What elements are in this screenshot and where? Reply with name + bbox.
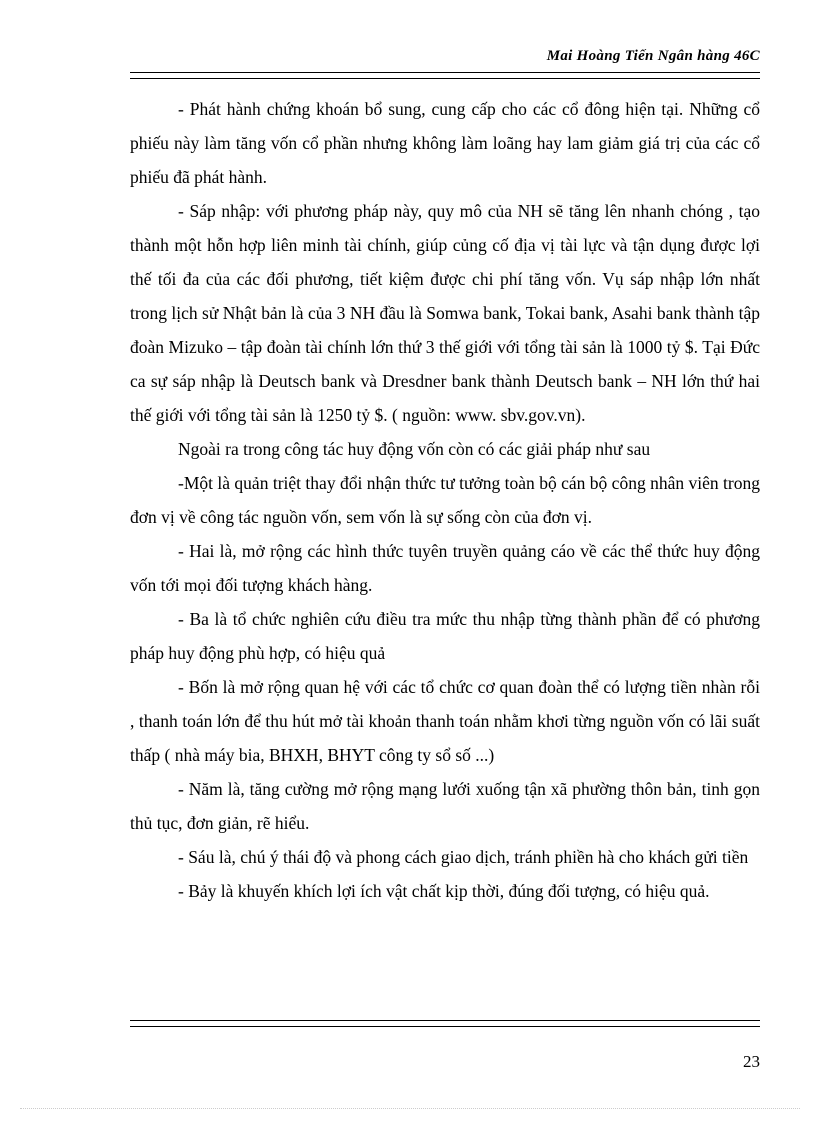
paragraph-sap-nhap: - Sáp nhập: với phương pháp này, quy mô của NH sẽ tăng lên nhanh chóng , tạo thành một hỗn hợp liên minh tài chính, giúp củng cố địa vị tài lực và tận dụng được lợi thế tối đa của các đối phương, tiết kiệm được chi phí tăng vốn. Vụ sáp nhập lớn nhất trong lịch sử Nhật bản là của 3 NH đầu là Somwa bank, Tokai bank, Asahi bank thành tập đoàn Mizuko – tập đoàn tài chính lớn thứ 3 thế giới với tổng tài sản là 1000 tỷ $. Tại Đức ca sự sáp nhập là Deutsch bank và Dresdner bank thành Deutsch bank – NH lớn thứ hai thế giới với tổng tài sản là 1250 tỷ $. ( nguồn: www. sbv.gov.vn). (130, 201, 760, 425)
running-header: Mai Hoàng Tiến Ngân hàng 46C (546, 48, 760, 64)
header-double-rule (130, 72, 760, 79)
footer-double-rule (130, 1020, 760, 1027)
paragraph-ba: - Ba là tổ chức nghiên cứu điều tra mức thu nhập từng thành phần để có phương pháp huy động phù hợp, có hiệu quả (130, 609, 760, 663)
paragraph-mot: -Một là quản triệt thay đổi nhận thức tư tưởng toàn bộ cán bộ công nhân viên trong đơn vị về công tác nguồn vốn, sem vốn là sự sống còn của đơn vị. (130, 473, 760, 527)
document-body (130, 92, 760, 908)
paragraph-intro-giai-phap: Ngoài ra trong công tác huy động vốn còn có các giải pháp như sau (178, 439, 651, 459)
page-number: 23 (743, 1052, 760, 1071)
paragraph-bay: - Bảy là khuyến khích lợi ích vật chất kịp thời, đúng đối tượng, có hiệu quả. (178, 881, 710, 901)
page-edge-dotted-line (20, 1108, 800, 1109)
paragraph-bon: - Bốn là mở rộng quan hệ với các tổ chức cơ quan đoàn thể có lượng tiền nhàn rỗi , thanh toán lớn để thu hút mở tài khoản thanh toán nhằm khơi từng nguồn vốn có lãi suất thấp ( nhà máy bia, BHXH, BHYT công ty sổ số ...) (130, 677, 760, 765)
paragraph-hai: - Hai là, mở rộng các hình thức tuyên truyền quảng cáo về các thể thức huy động vốn tới mọi đối tượng khách hàng. (130, 541, 760, 595)
paragraph-nam: - Năm là, tăng cường mở rộng mạng lưới xuống tận xã phường thôn bản, tinh gọn thủ tục, đơn giản, rẽ hiểu. (130, 779, 760, 833)
paragraph-sau: - Sáu là, chú ý thái độ và phong cách giao dịch, tránh phiền hà cho khách gửi tiền (178, 847, 749, 867)
paragraph-bo-sung: - Phát hành chứng khoán bổ sung, cung cấp cho các cổ đông hiện tại. Những cổ phiếu này làm tăng vốn cổ phần nhưng không làm loãng hay lam giảm giá trị của các cổ phiếu đã phát hành. (130, 99, 760, 187)
